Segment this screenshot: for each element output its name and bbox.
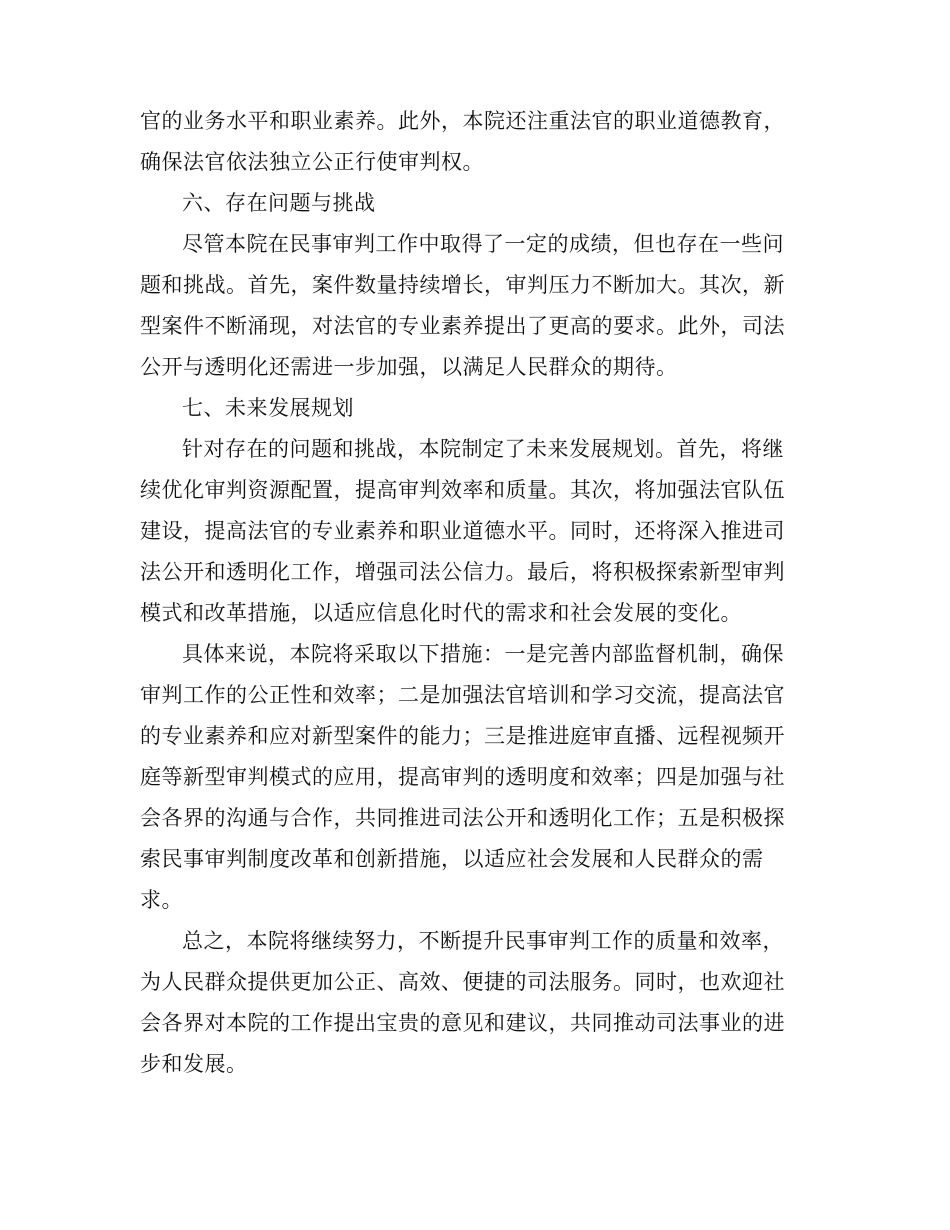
paragraph-text-line: 为人民群众提供更加公正、高效、便捷的司法服务。同时，也欢迎社 [140,970,785,994]
paragraph-text-line: 模式和改革措施，以适应信息化时代的需求和社会发展的变化。 [140,601,742,625]
paragraph-text-line: 总之，本院将继续努力，不断提升民事审判工作的质量和效率， [182,929,784,953]
paragraph-text-line: 续优化审判资源配置，提高审判效率和质量。其次，将加强法官队伍 [140,478,785,502]
paragraph-text-line: 索民事审判制度改革和创新措施，以适应社会发展和人民群众的需 [140,847,764,871]
section-heading-future-plan: 七、未来发展规划 [182,396,354,420]
paragraph-text-line: 公开与透明化还需进一步加强，以满足人民群众的期待。 [140,355,678,379]
paragraph-text-line: 建设，提高法官的专业素养和职业道德水平。同时，还将深入推进司 [140,519,785,543]
document-body [140,101,800,1085]
paragraph-text-line: 官的业务水平和职业素养。此外，本院还注重法官的职业道德教育， [140,109,785,133]
paragraph-text-line: 针对存在的问题和挑战，本院制定了未来发展规划。首先，将继 [182,437,784,461]
paragraph-text-line: 法公开和透明化工作，增强司法公信力。最后，将积极探索新型审判 [140,560,785,584]
paragraph-text-line: 步和发展。 [140,1052,248,1076]
paragraph-text-line: 的专业素养和应对新型案件的能力；三是推进庭审直播、远程视频开 [140,724,785,748]
section-heading-problems-challenges: 六、存在问题与挑战 [182,191,376,215]
paragraph-text-line: 具体来说，本院将采取以下措施：一是完善内部监督机制，确保 [182,642,784,666]
paragraph-text-line: 尽管本院在民事审判工作中取得了一定的成绩，但也存在一些问 [182,232,784,256]
paragraph-text-line: 题和挑战。首先，案件数量持续增长，审判压力不断加大。其次，新 [140,273,785,297]
paragraph-text-line: 审判工作的公正性和效率；二是加强法官培训和学习交流，提高法官 [140,683,785,707]
paragraph-text-line: 确保法官依法独立公正行使审判权。 [140,150,484,174]
paragraph-text-line: 会各界对本院的工作提出宝贵的意见和建议，共同推动司法事业的进 [140,1011,785,1035]
paragraph-text-line: 型案件不断涌现，对法官的专业素养提出了更高的要求。此外，司法 [140,314,785,338]
paragraph-text-line: 庭等新型审判模式的应用，提高审判的透明度和效率；四是加强与社 [140,765,785,789]
paragraph-text-line: 会各界的沟通与合作，共同推进司法公开和透明化工作；五是积极探 [140,806,785,830]
paragraph-text-line: 求。 [140,888,183,912]
